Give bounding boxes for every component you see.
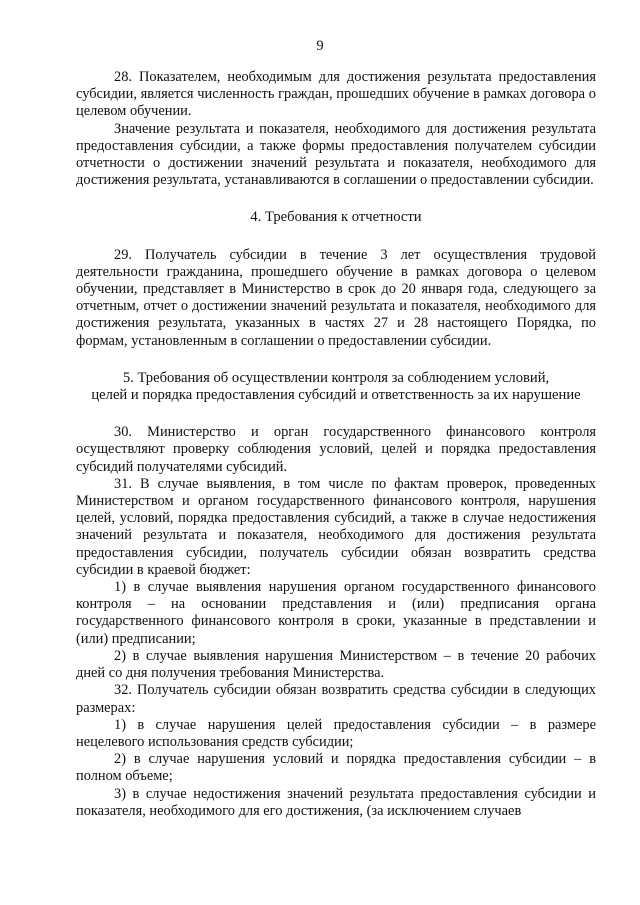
paragraph-32-item-2: 2) в случае нарушения условий и порядка предоставления субсидии – в полном объеме;: [76, 751, 596, 785]
paragraph-28-cont: Значение результата и показателя, необходимого для достижения результата предоставления субсидии, а также формы предоставления получателем субсидии отчетности о достижении значений результата и показателя, необходимого для достижения результата, устанавливаются в соглашении о предоставлении субсидии.: [76, 120, 596, 189]
section-heading-5-line2: целей и порядка предоставления субсидий и ответственность за их нарушение: [91, 387, 581, 404]
paragraph-32-item-3: 3) в случае недостижения значений результата предоставления субсидии и показателя, необходимого для его достижения, (за исключением случаев: [76, 785, 596, 819]
section-heading-4: 4. Требования к отчетности: [250, 209, 422, 226]
paragraph-32-item-1: 1) в случае нарушения целей предоставления субсидии – в размере нецелевого использования средств субсидии;: [76, 716, 596, 750]
paragraph-31-item-2: 2) в случае выявления нарушения Министерством – в течение 20 рабочих дней со дня получения требования Министерства.: [76, 647, 596, 682]
paragraph-29: 29. Получатель субсидии в течение 3 лет осуществления трудовой деятельности гражданина, прошедшего обучение в рамках договора о целевом обучении, представляет в Министерство в срок до 20 января года, следующего за отчетным, отчет о достижении значений результата и показателя, необходимого для достижения результата, указанных в частях 27 и 28 настоящего Порядка, по формам, установленным в соглашении о предоставлении субсидии.: [76, 246, 596, 349]
paragraph-31: 31. В случае выявления, в том числе по фактам проверок, проведенных Министерством и органом государственного финансового контроля, нарушения целей, условий, порядка предоставления субсидий, а также в случае недостижения значений результата и показателя, необходимого для достижения результата предоставления субсидии, получатель субсидии обязан возвратить средства субсидии в краевой бюджет:: [76, 475, 596, 578]
paragraph-28: 28. Показателем, необходимым для достижения результата предоставления субсидии, является численность граждан, прошедших обучение в рамках договора о целевом обучении.: [76, 69, 596, 120]
paragraph-30: 30. Министерство и орган государственного финансового контроля осуществляют проверку соблюдения условий, целей и порядка предоставления субсидий получателями субсидий.: [76, 424, 596, 475]
paragraph-32: 32. Получатель субсидии обязан возвратить средства субсидии в следующих размерах:: [76, 682, 596, 716]
document-body: [76, 69, 596, 820]
section-heading-5-line1: 5. Требования об осуществлении контроля за соблюдением условий,: [122, 369, 550, 386]
paragraph-31-item-1: 1) в случае выявления нарушения органом государственного финансового контроля – на основании представления и (или) предписания органа государственного финансового контроля в сроки, указанные в представлении и (или) предписании;: [76, 579, 596, 647]
page-number: 9: [316, 38, 324, 54]
